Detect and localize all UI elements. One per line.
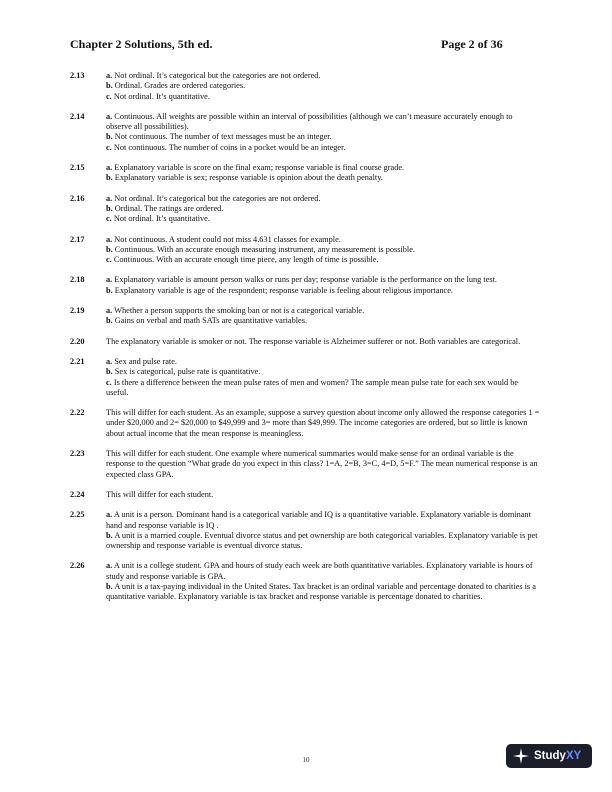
page-indicator: Page 2 of 36 (441, 37, 503, 51)
exercise-number: 2.25 (70, 510, 85, 520)
solution-body (106, 194, 540, 225)
answer-text: Gains on verbal and math SATs are quantitative variables. (112, 316, 308, 326)
answer-line (106, 316, 540, 326)
answer-text: Is there a difference between the mean pulse rates of men and women? The sample mean pulse rate for each sex would be useful. (106, 377, 519, 397)
answer-line (106, 235, 540, 245)
answer-line (106, 449, 540, 480)
solution-body (106, 510, 540, 551)
exercise-number: 2.26 (70, 561, 85, 571)
answer-line (106, 81, 540, 91)
part-label: b. (106, 285, 113, 295)
exercise-number: 2.13 (70, 71, 85, 80)
answer-text: The explanatory variable is smoker or not. The response variable is Alzheimer sufferer or not. Both variables are categorical. (106, 336, 521, 346)
solution-entry (70, 408, 540, 439)
part-label: b. (106, 132, 113, 142)
answer-line (106, 255, 540, 265)
answer-text: Sex is categorical, pulse rate is quantitative. (112, 367, 261, 377)
answer-text: Not ordinal. It’s categorical but the categories are not ordered. (112, 193, 321, 203)
page-header (70, 37, 540, 55)
answer-text: This will differ for each student. One example where numerical summaries would make sense for an ordinal variable is the response to the question “What grade do you expect in this class? 1=A, 2=B, 3=C, 4=D, 5=F.” The mean numerical response is an expected class GPA. (106, 449, 538, 479)
answer-text: Not continuous. The number of text messages must be an integer. (112, 132, 332, 142)
answer-line (106, 531, 540, 552)
answer-line (106, 275, 540, 285)
answer-text: Ordinal. Grades are ordered categories. (112, 81, 246, 91)
solution-body (106, 112, 540, 153)
exercise-number: 2.24 (70, 489, 85, 499)
part-label: c. (106, 214, 112, 224)
solution-entry (70, 194, 540, 225)
answer-text: Sex and pulse rate. (112, 356, 177, 366)
part-label: c. (106, 377, 112, 387)
part-label: b. (106, 203, 113, 213)
exercise-number: 2.17 (70, 234, 85, 244)
part-label: a. (106, 356, 113, 366)
answer-line (106, 163, 540, 173)
answer-text: Explanatory variable is age of the respondent; response variable is feeling about religious importance. (112, 285, 453, 295)
answer-text: Explanatory variable is score on the final exam; response variable is final course grade. (112, 163, 405, 173)
answer-text: Not continuous. The number of coins in a pocket would be an integer. (111, 142, 346, 152)
answer-text: Continuous. With an accurate enough time piece, any length of time is possible. (111, 255, 379, 265)
part-label: a. (106, 193, 113, 203)
solution-body (106, 337, 540, 347)
answer-text: Whether a person supports the smoking ban or not is a categorical variable. (112, 306, 365, 316)
answer-line (106, 112, 540, 133)
part-label: c. (106, 255, 112, 265)
answer-text: Continuous. With an accurate enough measuring instrument, any measurement is possible. (112, 244, 415, 254)
answer-line (106, 173, 540, 183)
part-label: a. (106, 275, 113, 285)
chapter-title: Chapter 2 Solutions, 5th ed. (70, 37, 213, 51)
studyxy-badge[interactable] (506, 744, 592, 768)
part-label: a. (106, 163, 113, 173)
solution-body (106, 408, 540, 439)
part-label: b. (106, 244, 113, 254)
solution-body (106, 235, 540, 266)
part-label: c. (106, 142, 112, 152)
solution-entry (70, 112, 540, 153)
answer-text: This will differ for each student. (106, 489, 214, 499)
solution-entry (70, 561, 540, 602)
exercise-number: 2.22 (70, 408, 85, 418)
answer-line (106, 357, 540, 367)
answer-text: A unit is a married couple. Eventual divorce status and pet ownership are both categorical variables. Explanatory variable is pet ownership and response variable is eventual divorce status. (106, 530, 538, 551)
exercise-number: 2.14 (70, 111, 85, 121)
answer-line (106, 92, 540, 102)
exercise-number: 2.23 (70, 449, 85, 459)
answer-line (106, 490, 540, 500)
solution-body (106, 71, 540, 102)
part-label: c. (106, 91, 112, 101)
answer-line (106, 510, 540, 531)
part-label: b. (106, 367, 113, 377)
solution-entry (70, 337, 540, 347)
solution-body (106, 449, 540, 480)
answer-text: A unit is a tax-paying individual in the United States. Tax bracket is an ordinal variable and percentage donated to charities is a quantitative variable. Explanatory variable is tax bracket and response variable is percentage donated to charities. (106, 581, 536, 602)
exercise-number: 2.19 (70, 306, 85, 316)
solution-entry (70, 306, 540, 327)
page-number: 10 (302, 756, 310, 764)
exercise-number: 2.18 (70, 275, 85, 285)
solution-entry (70, 449, 540, 480)
solution-body (106, 275, 540, 296)
solution-entry (70, 71, 540, 102)
answer-line (106, 561, 540, 582)
exercise-number: 2.21 (70, 356, 85, 366)
answer-text: Not continuous. A student could not miss 4.631 classes for example. (112, 234, 341, 244)
solution-entry (70, 490, 540, 500)
part-label: b. (106, 173, 113, 183)
answer-line (106, 582, 540, 603)
solution-entry (70, 163, 540, 184)
solution-body (106, 163, 540, 184)
answer-text: This will differ for each student. As an example, suppose a survey question about income only allowed the response categories 1 = under $20,000 and 2= $20,000 to $49,999 and 3= more than $49,999. The income categories are ordered, but so little is known about actual income that the mean response is meaningless. (106, 408, 540, 438)
answer-text: Continuous. All weights are possible within an interval of possibilities (although we can’t measure accurately enough to observe all possibilities). (106, 111, 513, 132)
part-label: a. (106, 111, 113, 121)
answer-line (106, 306, 540, 316)
answer-line (106, 132, 540, 142)
part-label: a. (106, 561, 113, 571)
answer-line (106, 143, 540, 153)
answer-line (106, 337, 540, 347)
exercise-number: 2.15 (70, 163, 85, 173)
part-label: b. (106, 530, 113, 540)
part-label: b. (106, 81, 113, 91)
solution-body (106, 357, 540, 398)
solution-entry (70, 235, 540, 266)
answer-line (106, 245, 540, 255)
solution-entry (70, 510, 540, 551)
part-label: a. (106, 71, 113, 80)
answer-line (106, 367, 540, 377)
answer-line (106, 214, 540, 224)
answer-text: Explanatory variable is amount person walks or runs per day; response variable is the performance on the lung test. (112, 275, 498, 285)
part-label: a. (106, 306, 113, 316)
solution-body (106, 306, 540, 327)
answer-text: Ordinal. The ratings are ordered. (112, 203, 224, 213)
solutions-list (70, 71, 540, 613)
answer-line (106, 286, 540, 296)
answer-text: A unit is a college student. GPA and hours of study each week are both quantitative variables. Explanatory variable is hours of study and response variable is GPA. (106, 561, 533, 581)
part-label: a. (106, 510, 113, 520)
solution-body (106, 561, 540, 602)
part-label: a. (106, 234, 113, 244)
answer-text: Not ordinal. It’s categorical but the categories are not ordered. (112, 71, 321, 80)
answer-line (106, 194, 540, 204)
part-label: b. (106, 581, 113, 591)
solution-entry (70, 357, 540, 398)
answer-line (106, 378, 540, 399)
exercise-number: 2.20 (70, 336, 85, 346)
plus-cross-icon (512, 747, 530, 765)
badge-name: Study (534, 750, 566, 762)
answer-text: Explanatory variable is sex; response variable is opinion about the death penalty. (112, 173, 383, 183)
answer-line (106, 204, 540, 214)
answer-text: A unit is a person. Dominant hand is a categorical variable and IQ is a quantitative variable. Explanatory variable is dominant hand and response variable is IQ . (106, 510, 531, 530)
answer-line (106, 71, 540, 81)
badge-name-accent: XY (565, 750, 582, 762)
solution-body (106, 490, 540, 500)
answer-text: Not ordinal. It’s quantitative. (111, 214, 210, 224)
part-label: b. (106, 316, 113, 326)
answer-line (106, 408, 540, 439)
solution-entry (70, 275, 540, 296)
exercise-number: 2.16 (70, 193, 85, 203)
answer-text: Not ordinal. It’s quantitative. (111, 91, 210, 101)
